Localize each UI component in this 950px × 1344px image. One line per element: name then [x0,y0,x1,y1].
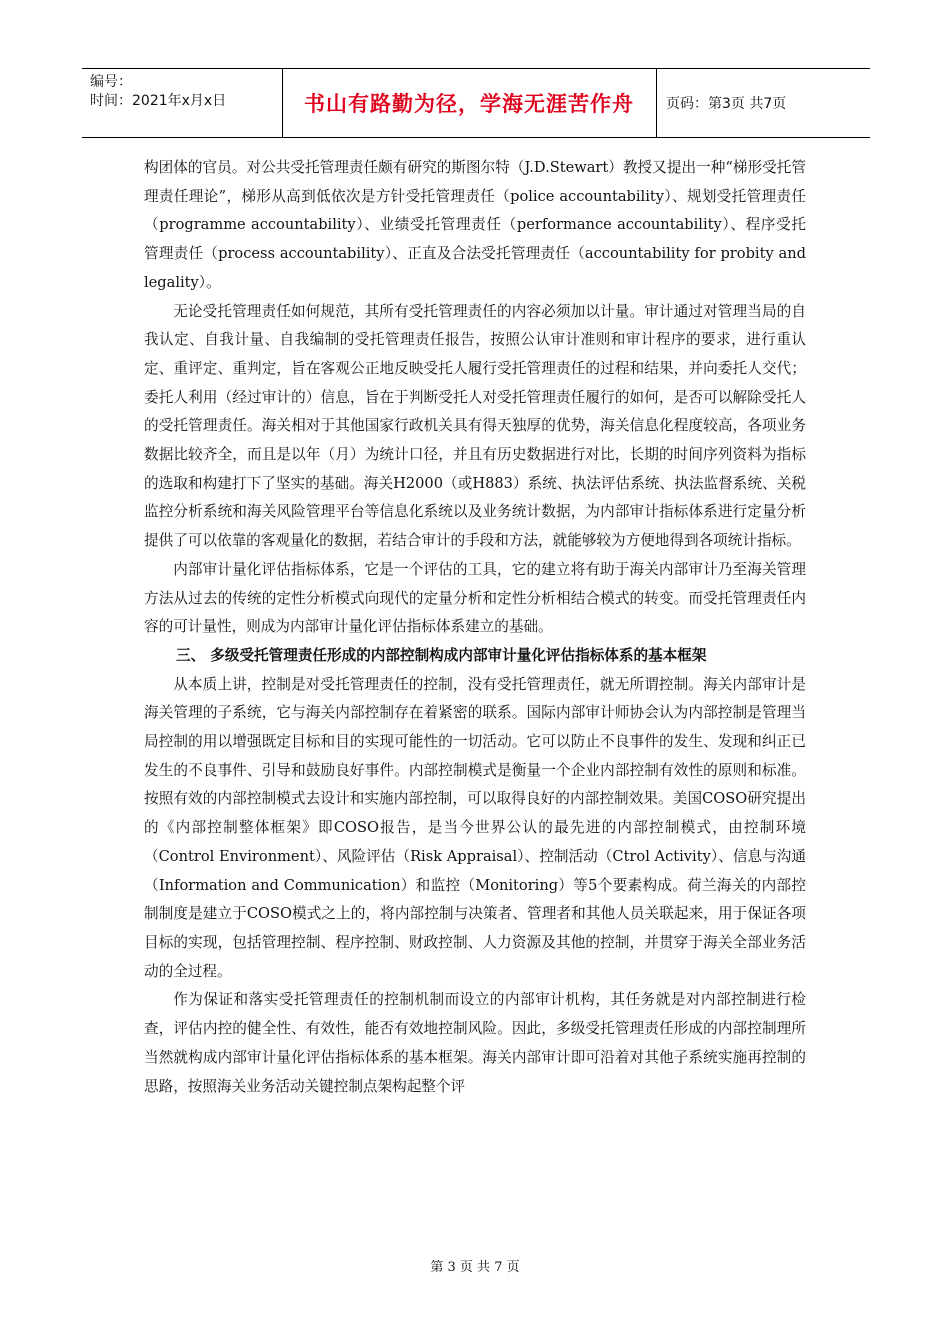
body-paragraph: 作为保证和落实受托管理责任的控制机制而设立的内部审计机构，其任务就是对内部控制进行检查，评估内控的健全性、有效性，能否有效地控制风险。因此，多级受托管理责任形成的内部控制理所当然就构成内部审计量化评估指标体系的基本框架。海关内部审计即可沿着对其他子系统实施再控制的思路，按照海关业务活动关键控制点架构起整个评 [144,991,806,1095]
header-divider-left [282,69,283,137]
section-heading: 三、 多级受托管理责任形成的内部控制构成内部审计量化评估指标体系的基本框架 [176,646,707,664]
header-page-info: 页码：第3页 共7页 [666,96,787,112]
document-date: 时间：2021年x月x日 [90,93,227,109]
body-paragraph: 构团体的官员。对公共受托管理责任颇有研究的斯图尔特（J.D.Stewart）教授又提出一种“梯形受托管理责任理论”，梯形从高到低依次是方针受托管理责任（police accountability）、规划受托管理责任（programme accountability）、业绩受托管理责任（performance accountability）、程序受托管理责任（process accountability）、正直及合法受托管理责任（accountability for probity and legality）。 [144,159,806,291]
body-paragraph: 无论受托管理责任如何规范，其所有受托管理责任的内容必须加以计量。审计通过对管理当局的自我认定、自我计量、自我编制的受托管理责任报告，按照公认审计准则和审计程序的要求，进行重认定、重评定、重判定，旨在客观公正地反映受托人履行受托管理责任的过程和结果，并向委托人交代；委托人利用（经过审计的）信息，旨在于判断受托人对受托管理责任履行的如何，是否可以解除受托人的受托管理责任。海关相对于其他国家行政机关具有得天独厚的优势，海关信息化程度较高，各项业务数据比较齐全，而且是以年（月）为统计口径，并且有历史数据进行对比，长期的时间序列资料为指标的选取和构建打下了坚实的基础。海关H2000（或H883）系统、执法评估系统、执法监督系统、关税监控分析系统和海关风险管理平台等信息化系统以及业务统计数据，为内部审计指标体系进行定量分析提供了可以依靠的客观量化的数据，若结合审计的手段和方法，就能够较为方便地得到各项统计指标。 [144,302,806,550]
header-divider-right [656,69,657,137]
header-motto: 书山有路勤为径，学海无涯苦作舟 [304,92,634,116]
page-header [82,68,870,138]
body-paragraph: 内部审计量化评估指标体系，它是一个评估的工具，它的建立将有助于海关内部审计乃至海关管理方法从过去的传统的定性分析模式向现代的定量分析和定性分析相结合模式的转变。而受托管理责任内容的可计量性，则成为内部审计量化评估指标体系建立的基础。 [144,560,806,636]
body-paragraph: 从本质上讲，控制是对受托管理责任的控制，没有受托管理责任，就无所谓控制。海关内部审计是海关管理的子系统，它与海关内部控制存在着紧密的联系。国际内部审计师协会认为内部控制是管理当局控制的用以增强既定目标和目的实现可能性的一切活动。它可以防止不良事件的发生、发现和纠正已发生的不良事件、引导和鼓励良好事件。内部控制模式是衡量一个企业内部控制有效性的原则和标准。按照有效的内部控制模式去设计和实施内部控制，可以取得良好的内部控制效果。美国COSO研究提出的《内部控制整体框架》即COSO报告，是当今世界公认的最先进的内部控制模式，由控制环境（Control Environment）、风险评估（Risk Appraisal）、控制活动（Ctrol Activity）、信息与沟通（Information and Communication）和监控（Monitoring）等5个要素构成。荷兰海关的内部控制制度是建立于COSO模式之上的，将内部控制与决策者、管理者和其他人员关联起来，用于保证各项目标的实现，包括管理控制、程序控制、财政控制、人力资源及其他的控制，并贯穿于海关全部业务活动的全过程。 [144,675,806,980]
document-number-label: 编号： [90,74,132,90]
header-meta [90,73,280,111]
document-body [144,154,806,1101]
page-footer: 第 3 页 共 7 页 [430,1260,520,1275]
